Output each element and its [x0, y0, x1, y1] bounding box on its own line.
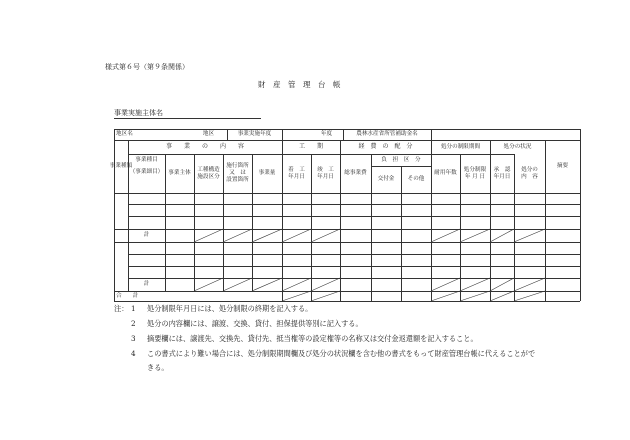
document-title: 財 産 管 理 台 帳: [258, 80, 341, 89]
note-text: 摘要欄には、譲渡先、交換先、貸付先、抵当権等の設定権等の名称又は交付金返還額を記入すること。: [147, 334, 478, 343]
other-header: その他: [407, 176, 425, 182]
cost-allocation-header: 経 費 の 配 分: [358, 143, 413, 151]
disposal-limit-header: 処分の制限期間: [440, 143, 481, 150]
burden-header: 負 担 区 分: [381, 156, 421, 163]
start-date-header: 着 工 年月日: [288, 166, 305, 180]
note-text: 処分の内容欄には、譲渡、交換、貸付、担保提供等別に記入する。: [147, 319, 363, 328]
note-text: この書式により難い場合には、処分制限期間欄及び処分の状況欄を含む他の書式をもって財産管理台帳に代えることがで: [147, 349, 536, 358]
subsidy-type-label: 農林水産省所管補助金名: [356, 131, 418, 137]
limit-date-header: 処分制限 年 月 日: [463, 166, 487, 180]
note-text-continuation: きる。: [147, 363, 169, 372]
subtotal-label: 計: [143, 232, 150, 238]
approval-date-header: 承 認 年月日: [493, 166, 511, 180]
note-number: 4: [131, 349, 136, 358]
district-name-label: 地区名: [116, 131, 133, 137]
implementer-label: 事業実施主体名: [114, 109, 163, 117]
project-content-header: 事 業 の 内 容: [165, 143, 244, 151]
useful-life-header: 耐用年数: [434, 170, 457, 176]
construction-period-header: 工 期: [298, 143, 323, 151]
structure-header: 工種構造 施設区分: [197, 166, 220, 180]
note-number: 1: [131, 304, 136, 313]
form-number: 様式第６号（第９条関係）: [105, 63, 189, 71]
note-number: 2: [131, 319, 136, 328]
project-detail-header: （事業細目）: [129, 168, 164, 175]
grant-header: 交付金: [377, 176, 395, 182]
fiscal-year-label: 年度: [320, 131, 333, 137]
disposal-content-header: 処分の 内 容: [521, 166, 538, 180]
project-type-header: 事業種目: [135, 156, 158, 163]
location-header: 施行箇所 又 は 設置箇所: [226, 163, 249, 183]
quantity-header: 事業量: [258, 170, 276, 176]
district-label: 地区: [202, 131, 215, 137]
project-category-vertical-label: 事 業 種 類: [109, 163, 133, 170]
subtotal-label: 計: [143, 281, 150, 287]
notes-label: 注：: [114, 304, 129, 313]
project-year-label: 事業実施年度: [237, 131, 272, 137]
project-body-header: 事業主体: [168, 170, 191, 176]
disposal-status-header: 処分の状況: [503, 143, 532, 150]
note-text: 処分制限年月日には、処分制限の終期を記入する。: [147, 304, 313, 313]
note-number: 3: [131, 334, 136, 343]
total-cost-header: 総事業費: [344, 170, 367, 176]
grand-total-label: 合 計: [116, 292, 139, 299]
end-date-header: 竣 工 年月日: [317, 166, 334, 180]
remarks-header: 摘要: [556, 163, 569, 169]
